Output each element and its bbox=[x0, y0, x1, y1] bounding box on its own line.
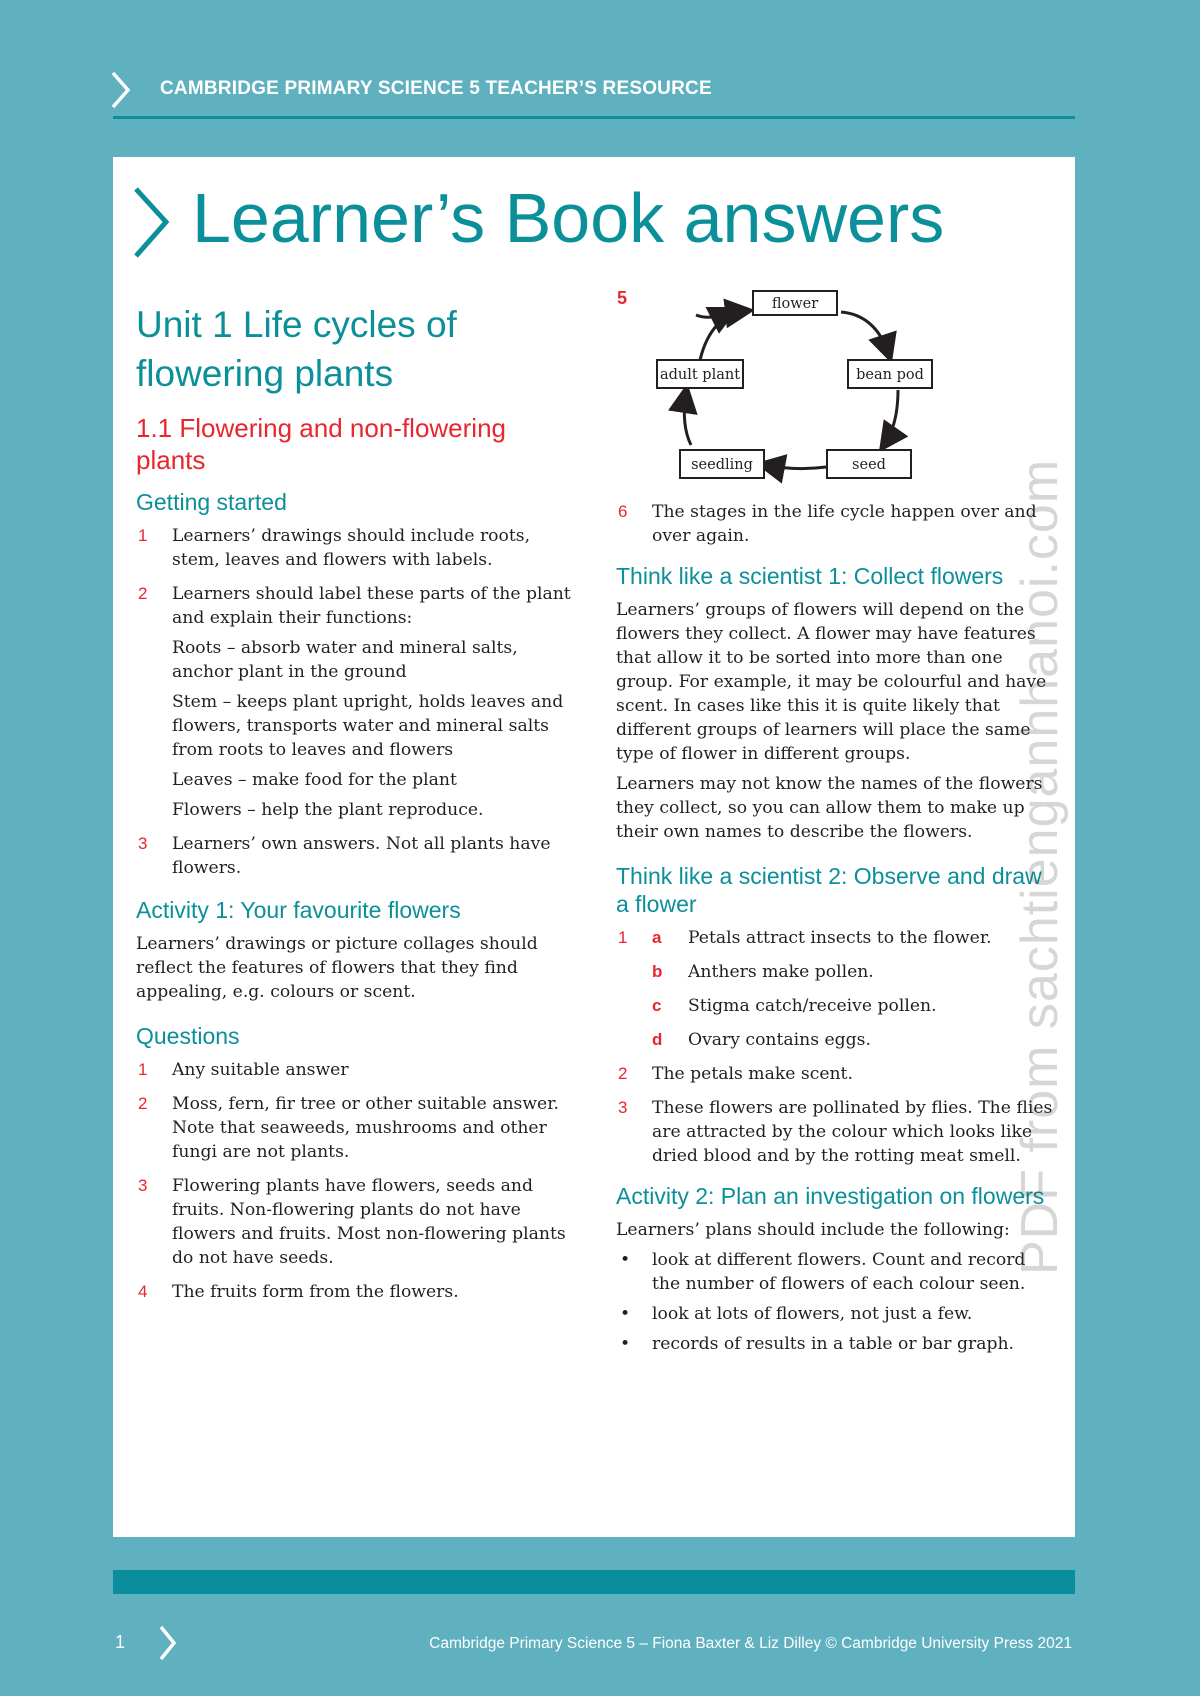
item-number: 3 bbox=[618, 1098, 628, 1117]
item-text: Flowering plants have flowers, seeds and fruits. Non-flowering plants do not have flowers and fruits. Most non-flowering plants do not have seeds. bbox=[172, 1176, 566, 1268]
item-text: The stages in the life cycle happen over and over again. bbox=[652, 502, 1037, 546]
item-letter: b bbox=[652, 962, 663, 981]
function-stem: Stem – keeps plant upright, holds leaves and flowers, transports water and mineral salts from roots to leaves and flowers bbox=[172, 692, 564, 760]
think1-paragraph: Learners’ groups of flowers will depend on the flowers they collect. A flower may have features that allow it to be sorted into more than one group. For example, it may be colourful and have scent. In cases like this it is quite likely that different groups of learners will place the same type of flower in different groups. bbox=[616, 600, 1047, 764]
list-item bbox=[616, 960, 1054, 984]
activity2-heading: Activity 2: Plan an investigation on flowers bbox=[616, 1183, 1045, 1209]
stage-label: adult plant bbox=[659, 367, 741, 383]
function-flowers: Flowers – help the plant reproduce. bbox=[172, 800, 484, 820]
list-item bbox=[616, 994, 1054, 1018]
arrow-pod-to-seed bbox=[884, 390, 898, 445]
item-text: The petals make scent. bbox=[652, 1064, 853, 1084]
page-number: 1 bbox=[115, 1632, 126, 1652]
list-item bbox=[616, 1096, 1054, 1168]
chevron-right-icon bbox=[158, 1624, 178, 1662]
arrow-seedling-to-adult bbox=[684, 392, 691, 445]
getting-started-heading: Getting started bbox=[136, 489, 287, 515]
item-text: Any suitable answer bbox=[172, 1060, 349, 1080]
item-text: These flowers are pollinated by flies. The flies are attracted by the colour which looks like dried blood and by the rotting meat smell. bbox=[652, 1098, 1053, 1166]
list-item bbox=[616, 926, 1054, 950]
item-text: Ovary contains eggs. bbox=[688, 1030, 871, 1050]
item-number: 3 bbox=[138, 1176, 148, 1195]
item-number: 6 bbox=[618, 502, 628, 521]
list-item bbox=[136, 582, 576, 630]
bullet-item bbox=[616, 1248, 1054, 1296]
item-text: Stigma catch/receive pollen. bbox=[688, 996, 937, 1016]
list-item bbox=[616, 1062, 1054, 1086]
item-text: Learners’ drawings should include roots, stem, leaves and flowers with labels. bbox=[172, 526, 531, 570]
bullet-symbol: • bbox=[620, 1250, 631, 1270]
bullet-text: look at different flowers. Count and record the number of flowers of each colour seen. bbox=[652, 1250, 1026, 1294]
item-letter: d bbox=[652, 1030, 663, 1049]
stage-label: seed bbox=[852, 457, 886, 473]
chevron-right-icon bbox=[110, 70, 132, 110]
item-text: Moss, fern, fir tree or other suitable answer. Note that seaweeds, mushrooms and other fungi are not plants. bbox=[172, 1094, 560, 1162]
stage-label: bean pod bbox=[856, 367, 924, 383]
stage-label: flower bbox=[771, 296, 819, 312]
header-title: CAMBRIDGE PRIMARY SCIENCE 5 TEACHER’S RESOURCE bbox=[160, 78, 712, 99]
header-divider bbox=[113, 116, 1075, 119]
life-cycle-diagram bbox=[616, 285, 1056, 485]
item-number: 1 bbox=[618, 928, 628, 947]
bullet-symbol: • bbox=[620, 1334, 631, 1354]
think2-heading: Think like a scientist 2: Observe and draw a flower bbox=[616, 863, 1042, 917]
list-item bbox=[616, 500, 1054, 548]
bullet-text: records of results in a table or bar graph. bbox=[652, 1334, 1014, 1354]
item-number: 4 bbox=[138, 1282, 148, 1301]
unit-title: Unit 1 Life cycles of flowering plants bbox=[136, 304, 457, 394]
activity2-intro: Learners’ plans should include the following: bbox=[616, 1220, 1010, 1240]
list-item bbox=[136, 832, 576, 880]
footer-bar bbox=[113, 1570, 1075, 1594]
think1-paragraph: Learners may not know the names of the flowers they collect, so you can allow them to make up their own names to describe the flowers. bbox=[616, 774, 1043, 842]
item-number: 2 bbox=[618, 1064, 628, 1083]
item-text: Learners should label these parts of the plant and explain their functions: bbox=[172, 584, 571, 628]
bullet-item bbox=[616, 1332, 1054, 1356]
watermark: PDF from sachtienganhhanoi.com bbox=[1011, 458, 1069, 1275]
lesson-title: 1.1 Flowering and non-flowering plants bbox=[136, 413, 506, 475]
arrow-seed-to-seedling bbox=[764, 465, 826, 469]
questions-heading: Questions bbox=[136, 1023, 240, 1049]
think1-heading: Think like a scientist 1: Collect flowers bbox=[616, 563, 1004, 589]
chevron-right-icon bbox=[132, 185, 172, 260]
item-number: 5 bbox=[617, 288, 628, 308]
footer-copyright: Cambridge Primary Science 5 – Fiona Baxter & Liz Dilley © Cambridge University Press 2021 bbox=[429, 1635, 1072, 1652]
bullet-text: look at lots of flowers, not just a few. bbox=[652, 1304, 973, 1324]
item-text: Anthers make pollen. bbox=[688, 962, 874, 982]
list-item bbox=[136, 1280, 576, 1304]
left-column bbox=[136, 300, 576, 1314]
list-item bbox=[136, 1058, 576, 1082]
activity1-heading: Activity 1: Your favourite flowers bbox=[136, 897, 461, 923]
item-letter: c bbox=[652, 996, 662, 1015]
bullet-item bbox=[616, 1302, 1054, 1326]
list-item bbox=[616, 1028, 1054, 1052]
activity1-text: Learners’ drawings or picture collages should reflect the features of flowers that they find appealing, e.g. colours or scent. bbox=[136, 934, 538, 1002]
stage-label: seedling bbox=[691, 457, 753, 473]
item-text: Learners’ own answers. Not all plants have flowers. bbox=[172, 834, 551, 878]
item-number: 3 bbox=[138, 834, 148, 853]
arrow-flower-to-pod bbox=[841, 312, 889, 355]
function-leaves: Leaves – make food for the plant bbox=[172, 770, 457, 790]
list-item bbox=[136, 524, 576, 572]
item-number: 2 bbox=[138, 584, 148, 603]
page-title: Learner’s Book answers bbox=[192, 179, 945, 257]
right-column bbox=[616, 500, 1054, 1362]
function-roots: Roots – absorb water and mineral salts, anchor plant in the ground bbox=[172, 638, 518, 682]
item-number: 1 bbox=[138, 1060, 148, 1079]
bullet-symbol: • bbox=[620, 1304, 631, 1324]
item-number: 2 bbox=[138, 1094, 148, 1113]
item-number: 1 bbox=[138, 526, 148, 545]
item-text: Petals attract insects to the flower. bbox=[688, 928, 992, 948]
item-text: The fruits form from the flowers. bbox=[172, 1282, 459, 1302]
item-letter: a bbox=[652, 928, 662, 947]
list-item bbox=[136, 1174, 576, 1270]
list-item bbox=[136, 1092, 576, 1164]
